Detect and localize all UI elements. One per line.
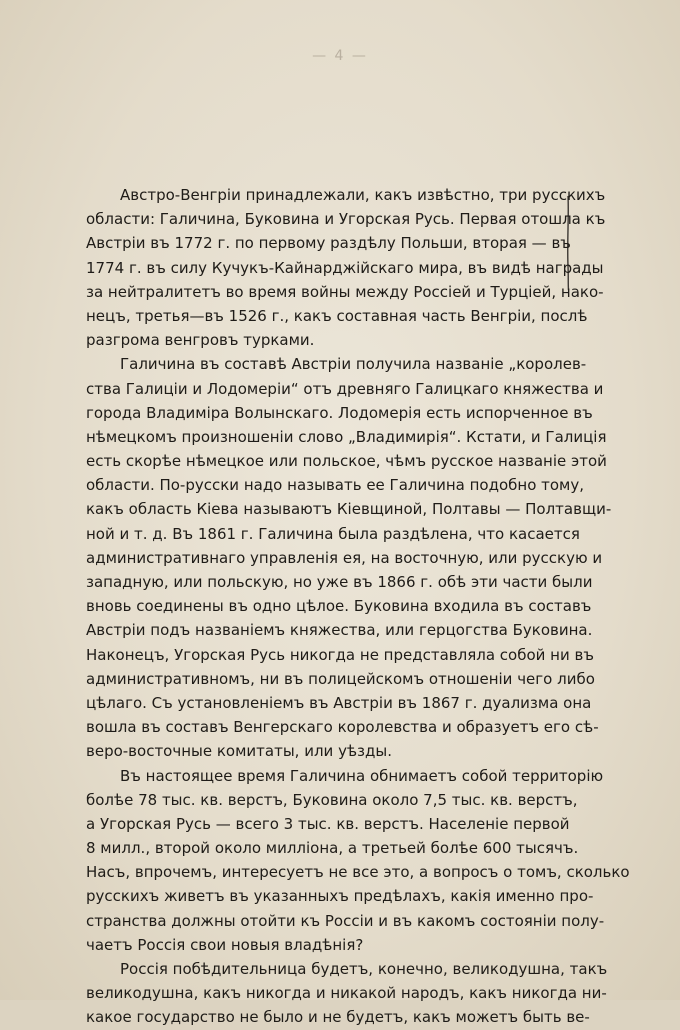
text-line: Насъ, впрочемъ, интересуетъ не все это, а вопросъ о томъ, сколько bbox=[86, 863, 630, 882]
text-line: какое государство не было и не будетъ, какъ можетъ быть ве- bbox=[86, 1008, 590, 1027]
text-line: болѣе 78 тыс. кв. верстъ, Буковина около 7,5 тыс. кв. верстъ, bbox=[86, 790, 578, 809]
text-line: нѣмецкомъ произношеніи слово „Владимирія“. Кстати, и Галиція bbox=[86, 427, 607, 446]
text-line: а Угорская Русь — всего 3 тыс. кв. верстъ. Населеніе первой bbox=[86, 814, 570, 833]
text-line: Россія побѣдительница будетъ, конечно, великодушна, такъ bbox=[120, 960, 608, 978]
text-line: Австріи подъ названіемъ княжества, или герцогства Буковина. bbox=[86, 621, 593, 640]
text-line: Въ настоящее время Галичина обнимаетъ собой территорію bbox=[120, 766, 604, 785]
text-line: нецъ, третья—въ 1526 г., какъ составная часть Венгріи, послѣ bbox=[86, 306, 588, 325]
text-line: 1774 г. въ силу Кучукъ-Кайнарджійскаго мира, въ видѣ награды bbox=[86, 258, 604, 277]
text-line: русскихъ живетъ въ указанныхъ предѣлахъ, какія именно про- bbox=[86, 887, 594, 906]
paragraph-2 bbox=[86, 352, 612, 763]
paragraph-3 bbox=[86, 764, 630, 958]
text-line: Австріи въ 1772 г. по первому раздѣлу Польши, вторая — въ bbox=[86, 234, 571, 253]
page-number: — 4 — bbox=[312, 48, 368, 64]
text-line: административномъ, ни въ полицейскомъ отношеніи чего либо bbox=[86, 669, 595, 688]
text-line: административнаго управленія ея, на восточную, или русскую и bbox=[86, 548, 603, 567]
text-line: Наконецъ, Угорская Русь никогда не представляла собой ни въ bbox=[86, 645, 594, 664]
text-line: есть скорѣе нѣмецкое или польское, чѣмъ русское названіе этой bbox=[86, 452, 607, 471]
text-line: ной и т. д. Въ 1861 г. Галичина была раздѣлена, что касается bbox=[86, 524, 580, 543]
text-line: вошла въ составъ Венгерскаго королевства и образуетъ его сѣ- bbox=[86, 718, 599, 737]
text-line: чаетъ Россія свои новыя владѣнія? bbox=[86, 935, 364, 954]
text-line: ства Галиціи и Лодомеріи“ отъ древняго Галицкаго княжества и bbox=[86, 379, 604, 398]
text-line: странства должны отойти къ Россіи и въ какомъ состояніи полу- bbox=[86, 911, 605, 930]
text-line: веро-восточные комитаты, или уѣзды. bbox=[86, 742, 392, 761]
text-line: 8 милл., второй около милліона, а третьей болѣе 600 тысячъ. bbox=[86, 839, 579, 858]
body-text bbox=[86, 183, 630, 1030]
text-line: цѣлаго. Съ установленіемъ въ Австріи въ 1867 г. дуализма она bbox=[86, 693, 592, 712]
text-line: западную, или польскую, но уже въ 1866 г. обѣ эти части были bbox=[86, 573, 593, 591]
text-line: области: Галичина, Буковина и Угорская Русь. Первая отошла къ bbox=[86, 210, 606, 229]
text-line: Австро-Венгріи принадлежали, какъ извѣстно, три русскихъ bbox=[120, 186, 606, 204]
text-line: какъ область Кіева называютъ Кіевщиной, Полтавы — Полтавщи- bbox=[86, 500, 612, 519]
text-line: вновь соединены въ одно цѣлое. Буковина входила въ составъ bbox=[86, 597, 592, 616]
paragraph-4 bbox=[86, 957, 608, 1030]
text-line: Галичина въ составѣ Австріи получила названіе „королев- bbox=[120, 355, 587, 374]
text-line: города Владиміра Волынскаго. Лодомерія есть испорченное въ bbox=[86, 403, 593, 422]
text-line: великодушна, какъ никогда и никакой народъ, какъ никогда ни- bbox=[86, 984, 607, 1003]
paragraph-1 bbox=[86, 183, 606, 352]
text-line: области. По-русски надо называть ее Галичина подобно тому, bbox=[86, 476, 585, 495]
text-line: за нейтралитетъ во время войны между Россіей и Турціей, нако- bbox=[86, 282, 604, 301]
text-line: разгрома венгровъ турками. bbox=[86, 331, 315, 350]
